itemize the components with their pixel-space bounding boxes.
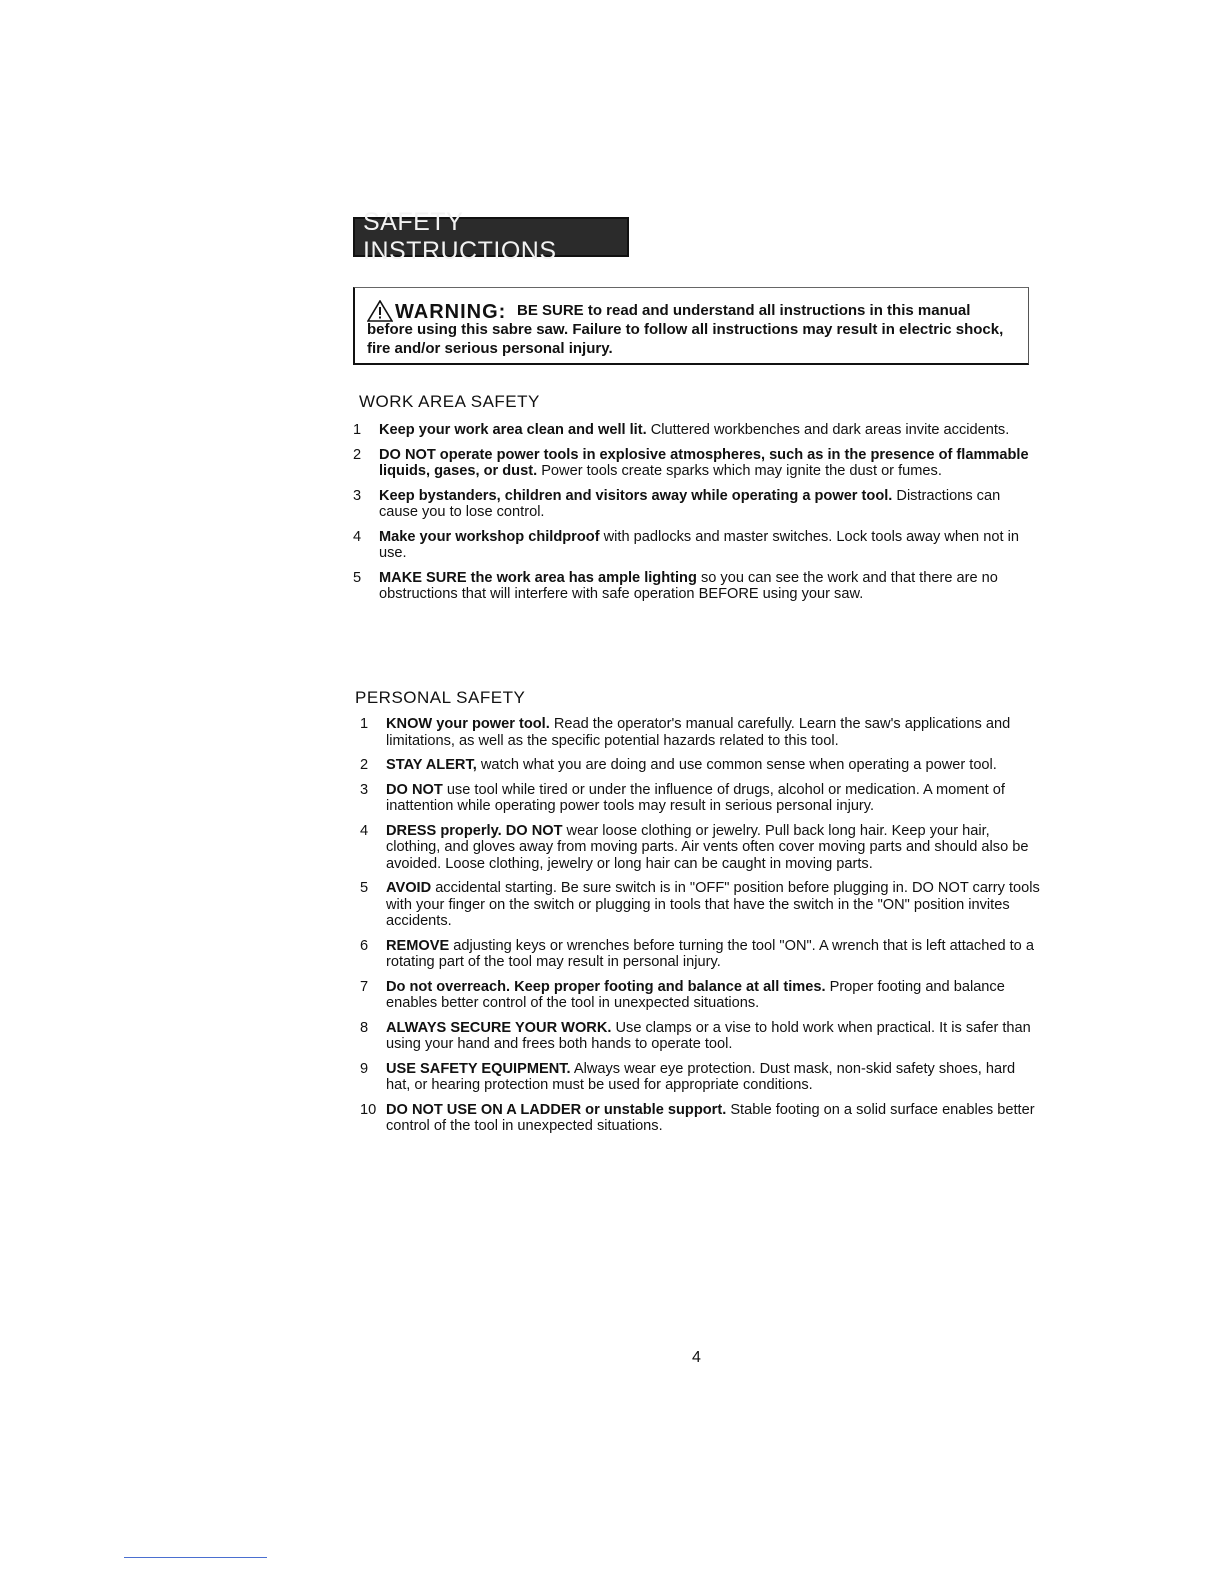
- section-banner-label: SAFETY INSTRUCTIONS: [363, 208, 557, 265]
- list-item-text: Power tools create sparks which may ignite the dust or fumes.: [537, 463, 942, 479]
- list-item-emphasis: KNOW your power tool.: [386, 716, 550, 732]
- list-item-number: 9: [360, 1060, 369, 1077]
- list-item-number: 10: [360, 1101, 377, 1118]
- list-item-number: 3: [353, 487, 362, 504]
- warning-label: WARNING:: [395, 301, 507, 323]
- list-item-text: accidental starting. Be sure switch is in "OFF" position before plugging in. DO NOT carry tools with your finger on the switch or plugging in tools that have the switch in the "ON" position invites accidents.: [386, 880, 1040, 929]
- list-item-emphasis: DO NOT USE ON A LADDER or unstable support.: [386, 1101, 727, 1118]
- list-item: [360, 716, 1040, 749]
- list-item-number: 1: [360, 716, 369, 732]
- list-item: [353, 570, 1033, 603]
- page-number: 4: [692, 1349, 701, 1366]
- list-item-emphasis: DO NOT: [386, 781, 443, 798]
- work-area-title: WORK AREA SAFETY: [359, 392, 540, 411]
- warning-text: BE SURE to read and understand all instructions in this manual before using this sabre saw. Failure to follow all instructions may result in electric shock, fire and/or serious personal injury.: [367, 302, 1004, 357]
- list-item: [360, 979, 1040, 1012]
- list-item: [360, 757, 1040, 774]
- work-area-list: [353, 422, 1033, 611]
- list-item-emphasis: Make your workshop childproof: [379, 528, 600, 545]
- list-item-number: 8: [360, 1019, 369, 1036]
- list-item-text: Distractions can cause you to lose control.: [379, 487, 1001, 520]
- list-item-emphasis: REMOVE: [386, 937, 450, 954]
- list-item: [360, 782, 1040, 815]
- list-item: [360, 1102, 1040, 1135]
- list-item: [360, 823, 1040, 873]
- list-item-emphasis: Keep your work area clean and well lit.: [379, 422, 647, 438]
- list-item-number: 2: [360, 757, 369, 773]
- list-item-number: 3: [360, 781, 369, 798]
- list-item-text: Read the operator's manual carefully. Learn the saw's applications and limitations, as well as the specific potential hazards related to this tool.: [386, 716, 1011, 749]
- list-item-emphasis: Do not overreach. Keep proper footing and balance at all times.: [386, 978, 826, 995]
- list-item-emphasis: MAKE SURE the work area has ample lighting: [379, 569, 697, 586]
- list-item-number: 1: [353, 422, 362, 438]
- list-item-text: with padlocks and master switches. Lock tools away when not in use.: [379, 528, 1019, 561]
- list-item-emphasis: DO NOT operate power tools in explosive atmospheres, such as in the presence of flammable liquids, gases, or dust.: [379, 446, 1029, 479]
- list-item-text: Stable footing on a solid surface enables better control of the tool in unexpected situations.: [386, 1101, 1035, 1134]
- list-item-text: so you can see the work and that there are no obstructions that will interfere with safe operation BEFORE using your saw.: [379, 569, 998, 602]
- list-item-emphasis: USE SAFETY EQUIPMENT.: [386, 1060, 571, 1077]
- list-item: [360, 938, 1040, 971]
- list-item-text: Use clamps or a vise to hold work when practical. It is safer than using your hand and frees both hands to operate tool.: [386, 1019, 1031, 1052]
- list-item-emphasis: DRESS properly. DO NOT: [386, 822, 563, 839]
- list-item: [360, 880, 1040, 930]
- list-item-number: 5: [353, 569, 362, 586]
- list-item-text: Always wear eye protection. Dust mask, non-skid safety shoes, hard hat, or hearing protection must be used for appropriate conditions.: [386, 1060, 1016, 1093]
- list-item-text: wear loose clothing or jewelry. Pull back long hair. Keep your hair, clothing, and gloves away from moving parts. Air vents often cover moving parts and should also be avoided. Loose clothing, jewelry or long hair can be caught in moving parts.: [386, 822, 1029, 872]
- list-item: [353, 447, 1033, 480]
- list-item-number: 5: [360, 880, 369, 896]
- personal-safety-title: PERSONAL SAFETY: [355, 688, 526, 707]
- list-item-text: Proper footing and balance enables better control of the tool in unexpected situations.: [386, 978, 1005, 1011]
- personal-safety-list: [360, 716, 1040, 1143]
- list-item-emphasis: Keep bystanders, children and visitors away while operating a power tool.: [379, 487, 893, 504]
- list-item-number: 7: [360, 978, 369, 995]
- list-item-text: adjusting keys or wrenches before turning the tool "ON". A wrench that is left attached to a rotating part of the tool may result in personal injury.: [386, 937, 1034, 970]
- footer-rule: [124, 1557, 267, 1558]
- warning-box: [353, 287, 1029, 365]
- list-item-number: 2: [353, 446, 362, 463]
- list-item: [360, 1020, 1040, 1053]
- list-item-text: Cluttered workbenches and dark areas invite accidents.: [646, 422, 1010, 438]
- list-item-emphasis: STAY ALERT,: [386, 757, 477, 773]
- list-item: [360, 1061, 1040, 1094]
- list-item-number: 6: [360, 937, 369, 954]
- list-item-text: use tool while tired or under the influence of drugs, alcohol or medication. A moment of inattention while operating power tools may result in serious personal injury.: [386, 781, 1005, 814]
- list-item: [353, 529, 1033, 562]
- list-item: [353, 488, 1033, 521]
- list-item: [353, 422, 1033, 439]
- list-item-number: 4: [360, 822, 369, 839]
- list-item-number: 4: [353, 528, 362, 545]
- section-banner: [353, 208, 629, 265]
- list-item-emphasis: AVOID: [386, 880, 432, 896]
- list-item-emphasis: ALWAYS SECURE YOUR WORK.: [386, 1019, 612, 1036]
- list-item-text: watch what you are doing and use common sense when operating a power tool.: [476, 757, 997, 773]
